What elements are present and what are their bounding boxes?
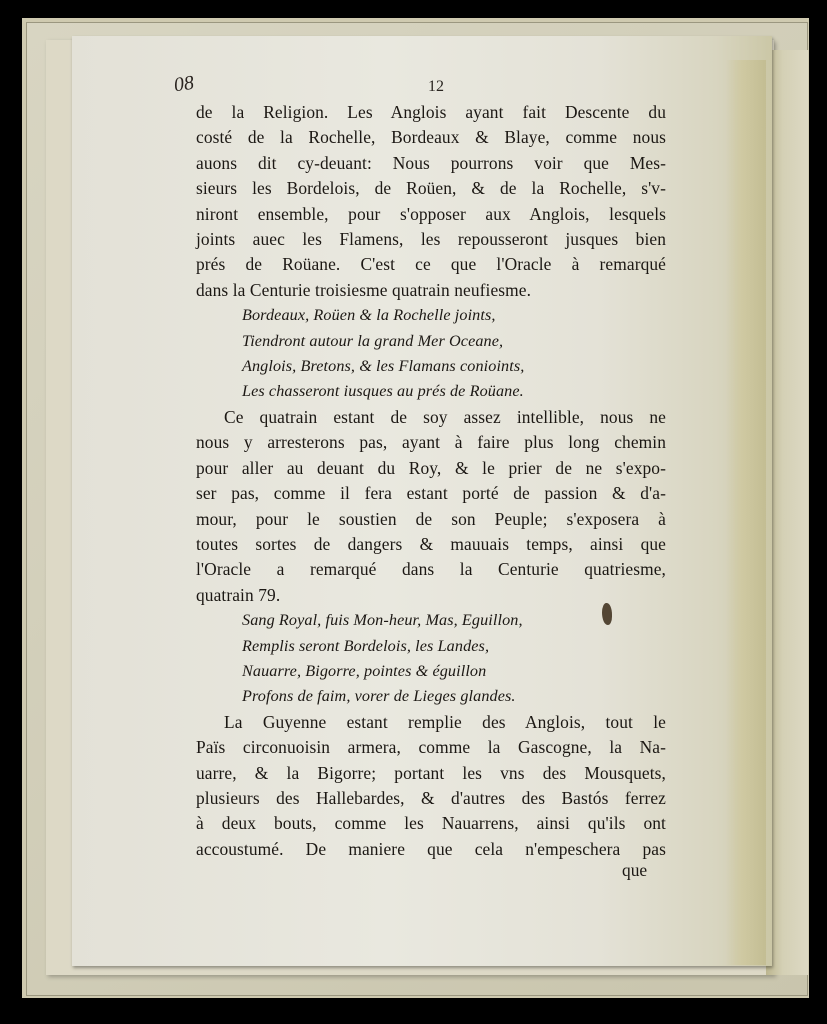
catchword: que bbox=[622, 860, 648, 880]
text-line: La Guyenne estant remplie des Anglois, tout le bbox=[224, 711, 666, 732]
text-line: pour aller au deuant du Roy, & le prier de ne s'expo- bbox=[196, 457, 666, 478]
text-line: joints auec les Flamens, les repousseront jusques bien bbox=[196, 229, 666, 250]
text-line: mour, pour le soustien de son Peuple; s'exposera à bbox=[196, 508, 666, 529]
verse-line: Profons de faim, vorer de Lieges glandes. bbox=[242, 687, 516, 706]
ink-stain bbox=[602, 603, 612, 625]
text-line: nous y arresterons pas, ayant à faire plus long chemin bbox=[196, 432, 666, 453]
verse-line: Sang Royal, fuis Mon-heur, Mas, Eguillon, bbox=[242, 611, 523, 630]
verse-line: Anglois, Bretons, & les Flamans conioints, bbox=[242, 357, 525, 376]
text-line: sieurs les Bordelois, de Roüen, & de la Rochelle, s'v- bbox=[196, 178, 666, 199]
page-gutter bbox=[726, 60, 766, 965]
page-text bbox=[196, 100, 666, 862]
text-line: toutes sortes de dangers & mauuais temps, ainsi que bbox=[196, 533, 666, 554]
text-line: niront ensemble, pour s'opposer aux Anglois, lesquels bbox=[196, 203, 666, 224]
text-line: uarre, & la Bigorre; portant les vns des Mousquets, bbox=[196, 762, 666, 783]
text-line: de la Religion. Les Anglois ayant fait Descente du bbox=[196, 102, 666, 122]
handwritten-margin-mark: 08 bbox=[172, 71, 196, 97]
verse-line: Remplis seront Bordelois, les Landes, bbox=[242, 636, 490, 655]
text-line: Ce quatrain estant de soy assez intellible, nous ne bbox=[224, 406, 666, 427]
verse-line: Bordeaux, Roüen & la Rochelle joints, bbox=[242, 306, 496, 325]
verse-line: Les chasseront iusques au prés de Roüane. bbox=[242, 382, 524, 401]
text-line: l'Oracle a remarqué dans la Centurie quatriesme, bbox=[196, 559, 666, 580]
facing-page-edge bbox=[766, 50, 808, 975]
text-line: Païs circonuoisin armera, comme la Gascogne, la Na- bbox=[196, 737, 666, 758]
text-line: plusieurs des Hallebardes, & d'autres des Bastós ferrez bbox=[196, 787, 666, 808]
text-line: dans la Centurie troisiesme quatrain neufiesme. bbox=[196, 279, 532, 300]
text-line: à deux bouts, comme les Nauarrens, ainsi qu'ils ont bbox=[196, 813, 666, 834]
verse-line: Tiendront autour la grand Mer Oceane, bbox=[242, 331, 504, 350]
text-line: prés de Roüane. C'est ce que l'Oracle à remarqué bbox=[196, 254, 666, 275]
verse-line: Nauarre, Bigorre, pointes & éguillon bbox=[242, 661, 487, 680]
page-number: 12 bbox=[428, 78, 444, 95]
text-line: auons dit cy-deuant: Nous pourrons voir que Mes- bbox=[196, 152, 666, 173]
text-line: quatrain 79. bbox=[196, 584, 281, 605]
text-line: accoustumé. De maniere que cela n'empeschera pas bbox=[196, 838, 666, 859]
text-line: ser pas, comme il fera estant porté de passion & d'a- bbox=[196, 483, 666, 504]
text-line: costé de la Rochelle, Bordeaux & Blaye, comme nous bbox=[196, 127, 666, 148]
